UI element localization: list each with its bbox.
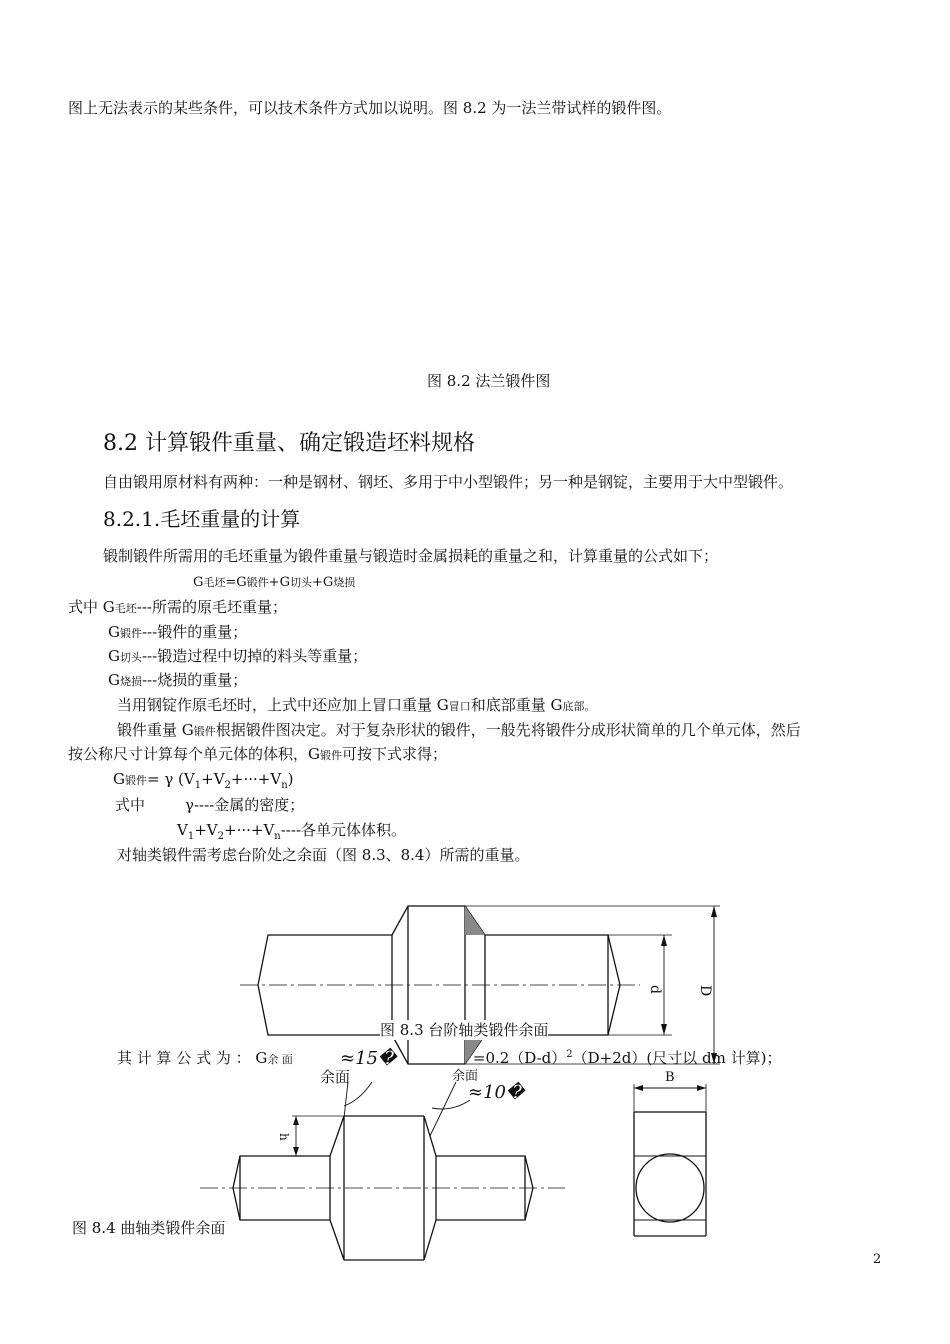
definition-density: 式中 γ----金属的密度； [115, 796, 305, 814]
fig83-d-arrow-top [661, 935, 667, 946]
figure-8-2-caption: 图 8.2 法兰锻件图 [427, 372, 551, 390]
fig84-B-arrow-right [697, 1085, 706, 1091]
figure-8-3-caption: 图 8.3 台阶轴类锻件余面 [380, 1021, 549, 1039]
paragraph-4: 对轴类锻件需考虑台阶处之余面（图 8.3、8.4）所需的重量。 [117, 846, 530, 864]
fig83-label-d: d [647, 985, 663, 994]
paragraph-3-continued: 按公称尺寸计算每个单元体的体积，G锻件可按下式求得； [68, 745, 447, 763]
fig84-leader-left [344, 1082, 348, 1118]
definition-cutoff: G切头---锻造过程中切掉的料头等重量； [108, 647, 368, 665]
fig84-label-allowance-right: 余面 [452, 1069, 479, 1084]
fig84-angle-15: ≈15� [340, 1048, 397, 1069]
fig84-h-arrow-top [293, 1116, 299, 1125]
formula-allowance: 其 计 算 公 式 为 ： G余 面 $=0.2(D-d)^2(D+2d)$(尺寸以 dm 计算)； [117, 1049, 782, 1067]
figure-8-4-caption: 图 8.4 曲轴类锻件余面 [72, 1219, 226, 1237]
intro-line: 图上无法表示的某些条件，可以技术条件方式加以说明。图 8.2 为一法兰带试样的锻件图。 [68, 99, 672, 117]
definition-volumes: $V_1+V_2+\cdot\cdot\cdot+V_n----$各单元体体积。 [177, 821, 407, 842]
fig84-h-arrow-bottom [293, 1147, 299, 1156]
definition-blank: 式中 G毛坯---所需的原毛坯重量； [68, 598, 287, 616]
paragraph-1: 锻制锻件所需用的毛坯重量为锻件重量与锻造时金属损耗的重量之和，计算重量的公式如下； [103, 547, 719, 565]
figure-8-4-crank-shaft [200, 1082, 706, 1260]
fig83-D-arrow-top [711, 906, 717, 917]
fig84-side-circle [636, 1154, 704, 1222]
paragraph-2: 当用钢锭作原毛坯时，上式中还应加上冒口重量 G冒口和底部重量 G底部。 [117, 696, 596, 714]
section-title: 8.2 计算锻件重量、确定锻造坯料规格 [103, 431, 475, 456]
page-number: 2 [873, 1252, 882, 1267]
fig84-B-arrow-left [634, 1085, 643, 1091]
definition-forging: G锻件---锻件的重量； [108, 623, 248, 641]
formula-forging-weight: G锻件= γ $(V_1+V_2+\cdot\cdot\cdot+V_n)$ [113, 770, 294, 791]
definition-burnloss: G烧损---烧损的重量； [108, 671, 248, 689]
paragraph-3: 锻件重量 G锻件根据锻件图决定。对于复杂形状的锻件，一般先将锻件分成形状简单的几个单元体，然后 [117, 721, 801, 739]
fig84-angle-arc-right [432, 1100, 470, 1109]
fig84-label-h: h [277, 1133, 291, 1141]
fig84-label-allowance-left: 余面 [320, 1068, 351, 1086]
fig84-angle-10: ≈10� [468, 1082, 525, 1103]
fig83-d-arrow-bottom [661, 1024, 667, 1035]
subsection-title: 8.2.1.毛坯重量的计算 [103, 507, 301, 531]
section-intro: 自由锻用原材料有两种：一种是钢材、钢坯、多用于中小型锻件；另一种是钢锭，主要用于大中型锻件。 [103, 473, 794, 491]
fig84-label-B: B [665, 1070, 675, 1085]
formula-blank-weight: G毛坯=G锻件+G切头+G烧损 [193, 575, 356, 590]
fig83-label-D: D [697, 985, 713, 997]
